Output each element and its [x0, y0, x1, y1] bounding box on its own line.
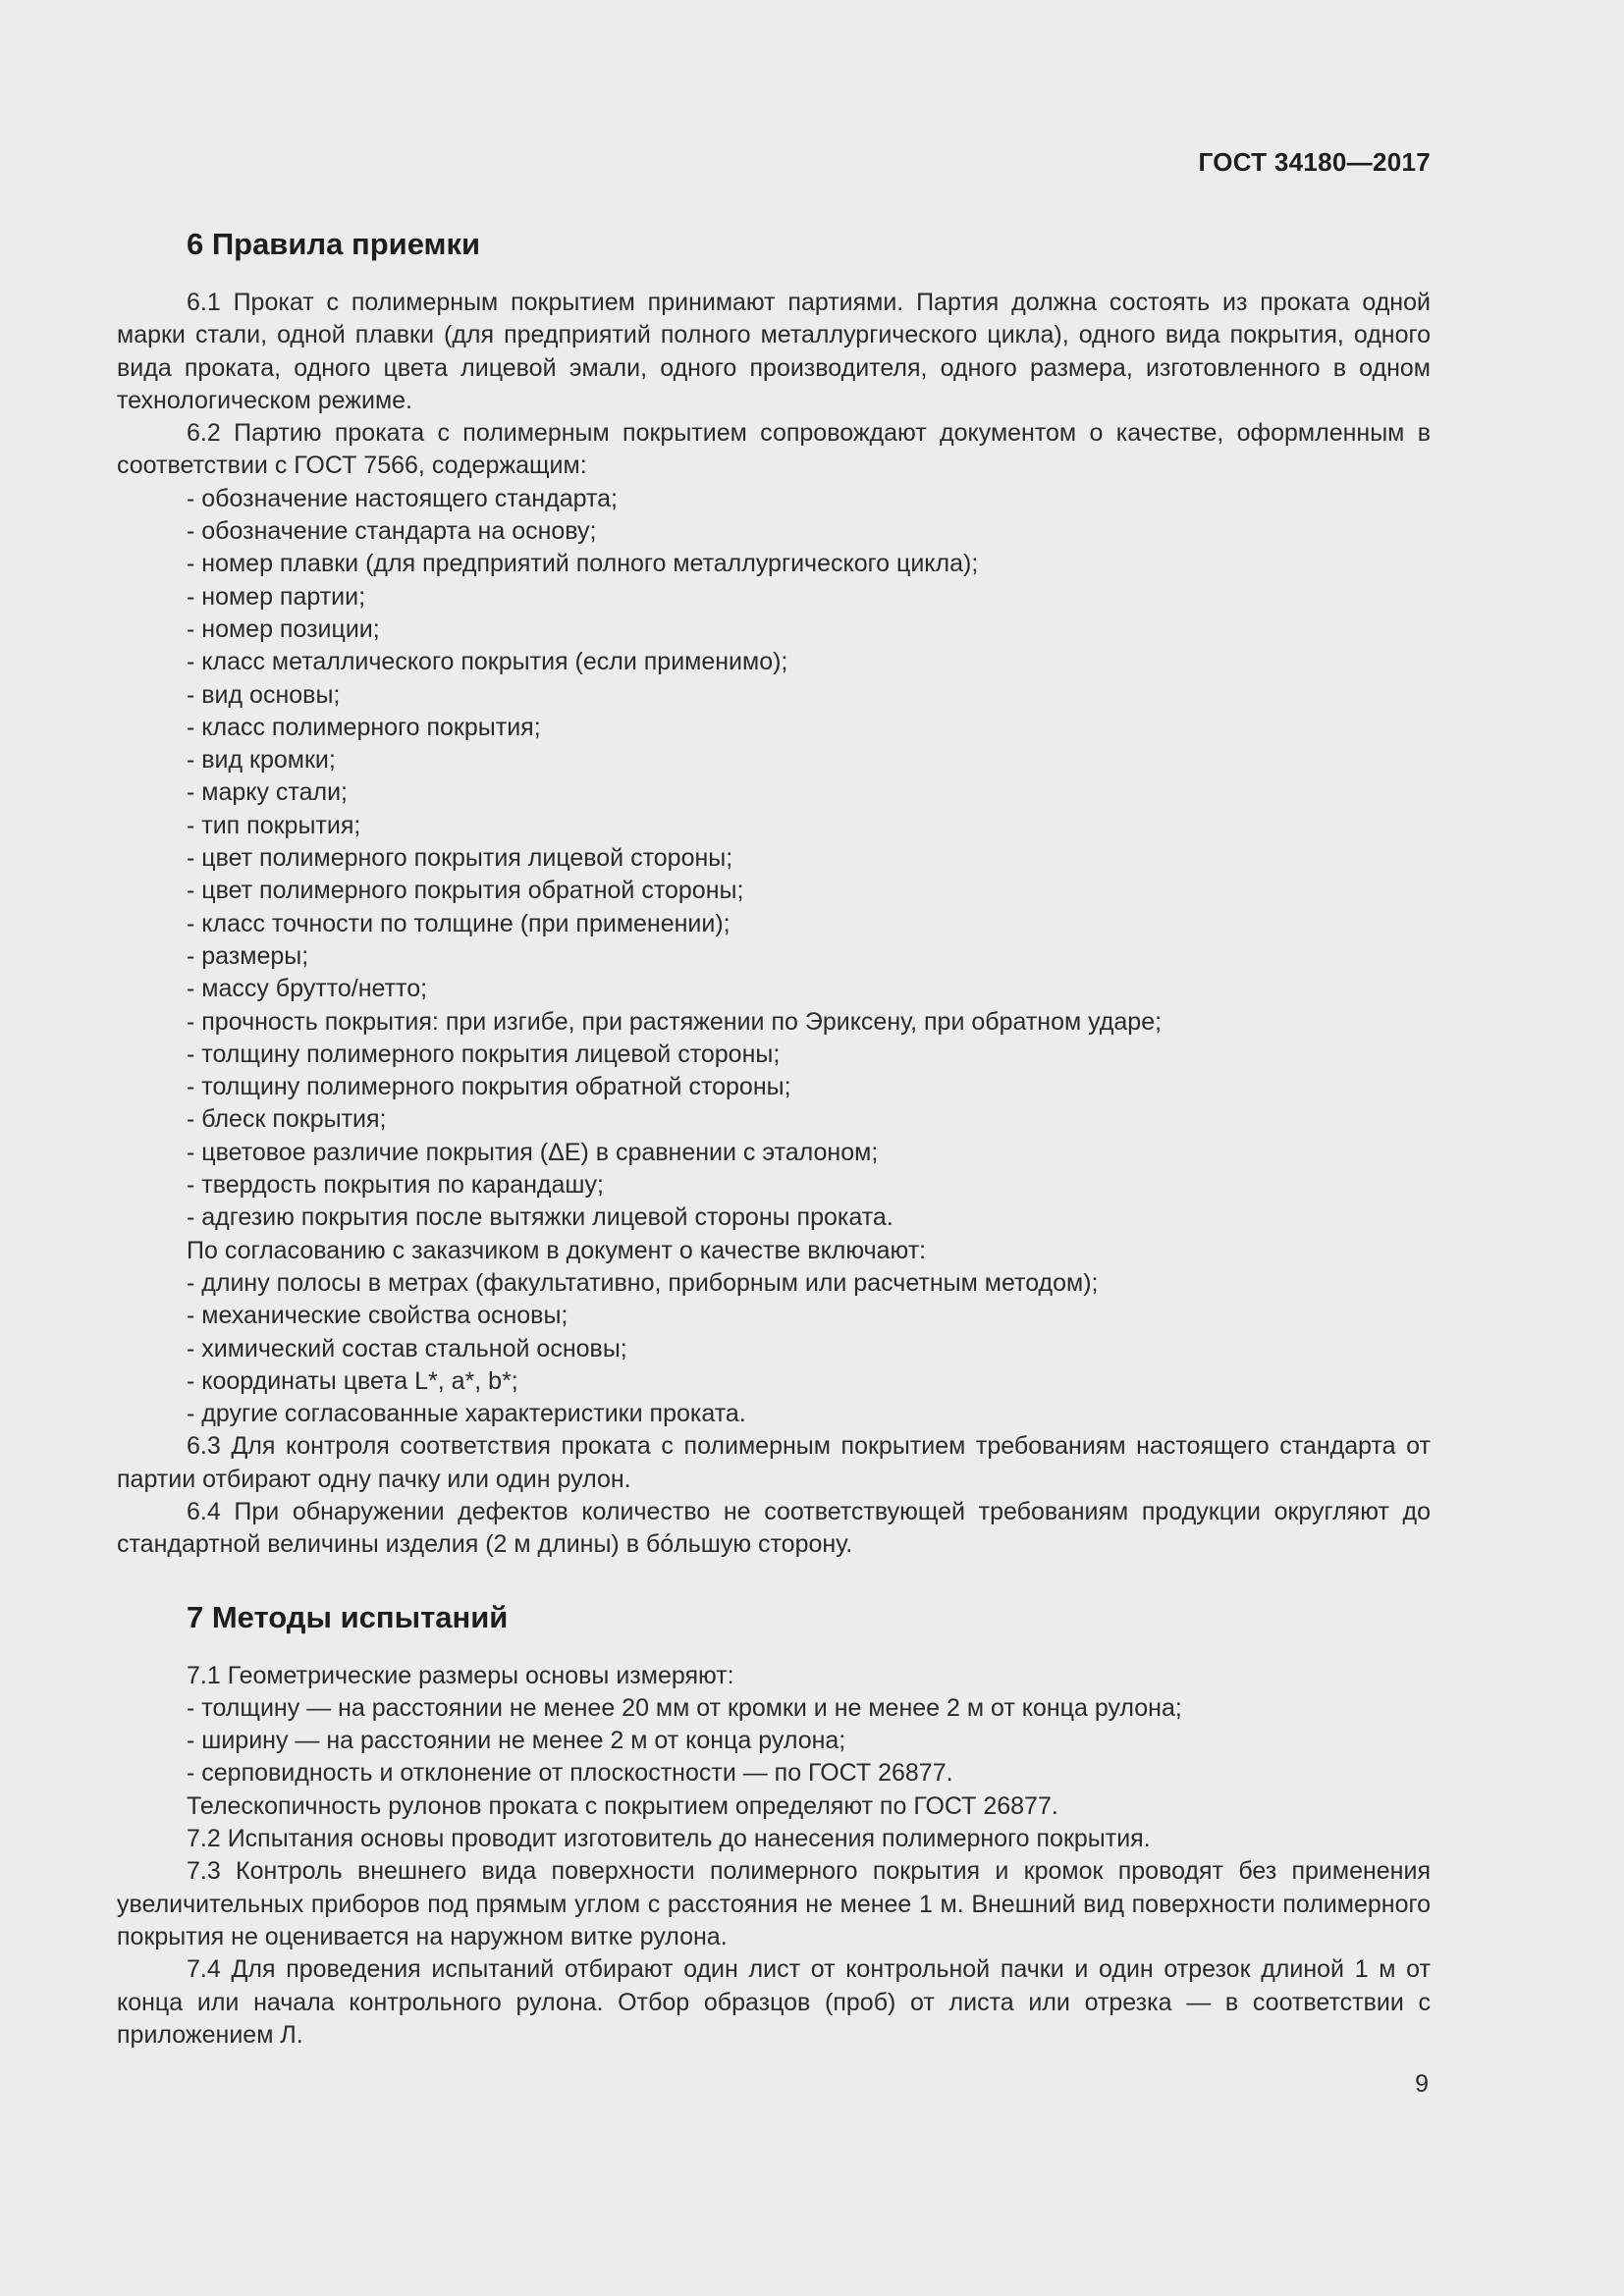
page-number: 9: [1415, 2070, 1429, 2098]
list-item: - номер плавки (для предприятий полного металлургического цикла);: [187, 550, 979, 578]
list-item: - толщину полимерного покрытия лицевой стороны;: [187, 1040, 781, 1068]
list-item: - марку стали;: [187, 778, 349, 807]
list-item: - блеск покрытия;: [187, 1105, 387, 1134]
agreement-list: [117, 1267, 1431, 1430]
list-item: - вид кромки;: [187, 746, 336, 774]
list-item: - класс точности по толщине (при применении);: [187, 909, 731, 937]
list-item: - массу брутто/нетто;: [187, 975, 428, 1003]
paragraph-7-1: 7.1 Геометрические размеры основы измеряют:: [187, 1661, 734, 1689]
paragraph-6-3: 6.3 Для контроля соответствия проката с полимерным покрытием требованиям настоящего стандарта от партии отбирают одну пачку или один рулон.: [117, 1432, 1431, 1493]
telescopic-note: Телескопичность рулонов проката с покрытием определяют по ГОСТ 26877.: [187, 1791, 1058, 1820]
list-item: - координаты цвета L*, a*, b*;: [187, 1366, 518, 1395]
section-7-heading: 7 Методы испытаний: [187, 1599, 509, 1634]
paragraph-7-4: 7.4 Для проведения испытаний отбирают один лист от контрольной пачки и один отрезок длиной 1 м от конца или начала контрольного рулона. Отбор образцов (проб) от листа или отрезка — в соответствии с приложением Л.: [117, 1955, 1431, 2049]
list-item: - химический состав стальной основы;: [187, 1334, 627, 1362]
agreement-intro: По согласованию с заказчиком в документ о качестве включают:: [187, 1236, 927, 1264]
list-item: - класс полимерного покрытия;: [187, 713, 541, 741]
list-item: - обозначение настоящего стандарта;: [187, 484, 618, 512]
paragraph-7-3: 7.3 Контроль внешнего вида поверхности полимерного покрытия и кромок проводят без применения увеличительных приборов под прямым углом с расстояния не менее 1 м. Внешний вид поверхности полимерного покрытия не оценивается на наружном витке рулона.: [117, 1857, 1431, 1950]
paragraph-6-1: 6.1 Прокат с полимерным покрытием принимают партиями. Партия должна состоять из проката одной марки стали, одной плавки (для предприятий полного металлургического цикла), одного вида покрытия, одного вида проката, одного цвета лицевой эмали, одного производителя, одного размера, изготовленного в одном технологическом режиме.: [117, 289, 1431, 414]
list-item: - цвет полимерного покрытия обратной стороны;: [187, 877, 744, 905]
list-item: - прочность покрытия: при изгибе, при растяжении по Эриксену, при обратном ударе;: [187, 1007, 1163, 1036]
list-6-2: [117, 483, 1431, 1235]
list-item: - размеры;: [187, 941, 309, 970]
list-item: - цвет полимерного покрытия лицевой стороны;: [187, 844, 733, 873]
document-code: ГОСТ 34180—2017: [1198, 147, 1431, 177]
list-item: - твердость покрытия по карандашу;: [187, 1171, 604, 1200]
list-item: - другие согласованные характеристики проката.: [187, 1400, 746, 1428]
list-item: - номер партии;: [187, 582, 366, 611]
list-item: - тип покрытия;: [187, 811, 361, 839]
list-item: - обозначение стандарта на основу;: [187, 517, 597, 546]
list-item: - адгезию покрытия после вытяжки лицевой стороны проката.: [187, 1203, 893, 1232]
list-item: - цветовое различие покрытия (ΔE) в сравнении с эталоном;: [187, 1138, 879, 1166]
list-item: - длину полосы в метрах (факультативно, приборным или расчетным методом);: [187, 1268, 1099, 1297]
list-item: - толщину — на расстоянии не менее 20 мм от кромки и не менее 2 м от конца рулона;: [187, 1693, 1182, 1722]
section-6-heading: 6 Правила приемки: [187, 227, 481, 261]
paragraph-7-2: 7.2 Испытания основы проводит изготовитель до нанесения полимерного покрытия.: [187, 1825, 1151, 1853]
list-item: - номер позиции;: [187, 614, 380, 643]
list-item: - ширину — на расстоянии не менее 2 м от конца рулона;: [187, 1727, 846, 1755]
list-item: - серповидность и отклонение от плоскостности — по ГОСТ 26877.: [187, 1759, 953, 1788]
paragraph-6-4: 6.4 При обнаружении дефектов количество не соответствующей требованиям продукции округляют до стандартной величины изделия (2 м длины) в бóльшую сторону.: [117, 1497, 1431, 1559]
list-7-1: [117, 1692, 1431, 1790]
list-item: - механические свойства основы;: [187, 1302, 568, 1330]
page-content: [117, 218, 1431, 2052]
list-item: - класс металлического покрытия (если применимо);: [187, 648, 788, 676]
list-item: - толщину полимерного покрытия обратной стороны;: [187, 1073, 791, 1101]
list-item: - вид основы;: [187, 680, 341, 709]
paragraph-6-2: 6.2 Партию проката с полимерным покрытием сопровождают документом о качестве, оформленным в соответствии с ГОСТ 7566, содержащим:: [117, 419, 1431, 480]
